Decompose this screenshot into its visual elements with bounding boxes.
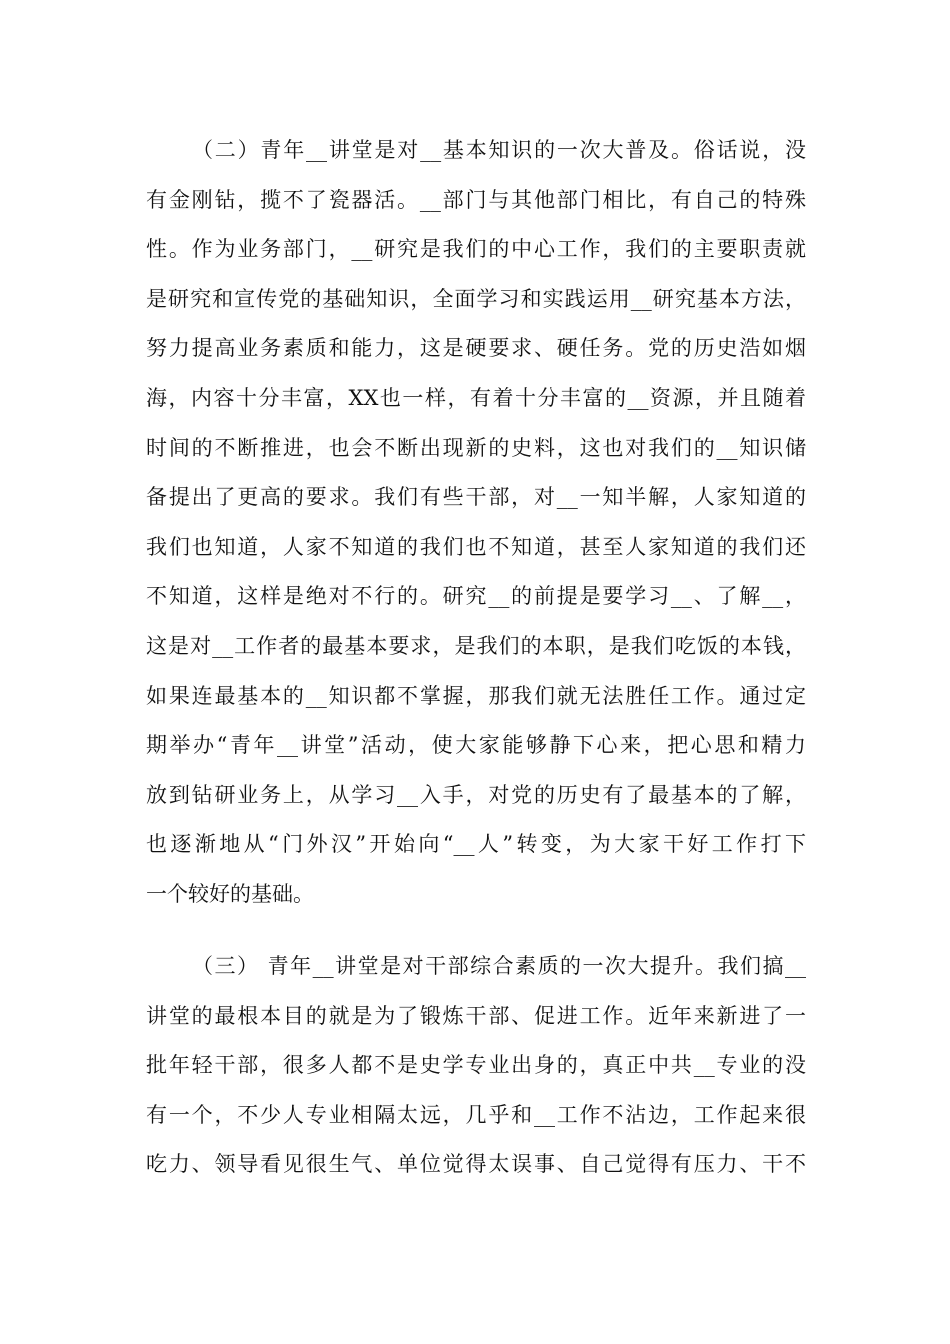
text-line: 海，内容十分丰富，XX也一样，有着十分丰富的__资源，并且随着 bbox=[146, 385, 806, 410]
text-line: 性。作为业务部门，__研究是我们的中心工作，我们的主要职责就 bbox=[146, 237, 806, 262]
text-line: 有金刚钻，揽不了瓷器活。__部门与其他部门相比，有自己的特殊 bbox=[146, 187, 806, 212]
text-line: 如果连最基本的__知识都不掌握，那我们就无法胜任工作。通过定 bbox=[146, 683, 806, 708]
paragraph-section-two bbox=[146, 126, 806, 920]
text-line: 我们也知道，人家不知道的我们也不知道，甚至人家知道的我们还 bbox=[146, 534, 806, 559]
text-line: 有一个，不少人专业相隔太远，几乎和__工作不沾边，工作起来很 bbox=[146, 1102, 806, 1127]
text-line: 批年轻干部，很多人都不是史学专业出身的，真正中共__专业的没 bbox=[146, 1053, 806, 1078]
text-line: 也逐渐地从“门外汉”开始向“__人”转变，为大家干好工作打下 bbox=[146, 832, 806, 857]
text-line: 吃力、领导看见很生气、单位觉得太误事、自己觉得有压力、干不 bbox=[146, 1152, 806, 1177]
text-line: 时间的不断推进，也会不断出现新的史料，这也对我们的__知识储 bbox=[146, 435, 806, 460]
text-line: 这是对__工作者的最基本要求，是我们的本职，是我们吃饭的本钱， bbox=[146, 633, 806, 658]
paragraph-section-three bbox=[146, 942, 806, 1190]
text-line: 是研究和宣传党的基础知识，全面学习和实践运用__研究基本方法， bbox=[146, 286, 806, 311]
text-line: 一个较好的基础。 bbox=[146, 881, 314, 906]
text-line: 备提出了更高的要求。我们有些干部，对__一知半解，人家知道的 bbox=[146, 485, 806, 510]
text-line: （二）青年__讲堂是对__基本知识的一次大普及。俗话说，没 bbox=[192, 138, 806, 162]
text-line: 期举办“青年__讲堂”活动，使大家能够静下心来，把心思和精力 bbox=[146, 733, 806, 758]
text-line: 讲堂的最根本目的就是为了锻炼干部、促进工作。近年来新进了一 bbox=[146, 1003, 806, 1028]
text-line: 放到钻研业务上，从学习__入手，对党的历史有了最基本的了解， bbox=[146, 782, 806, 807]
text-line: （三） 青年__讲堂是对干部综合素质的一次大提升。我们搞__ bbox=[192, 954, 806, 978]
text-line: 不知道，这样是绝对不行的。研究__的前提是要学习__、了解__， bbox=[146, 584, 806, 609]
text-line: 努力提高业务素质和能力，这是硬要求、硬任务。党的历史浩如烟 bbox=[146, 336, 806, 361]
